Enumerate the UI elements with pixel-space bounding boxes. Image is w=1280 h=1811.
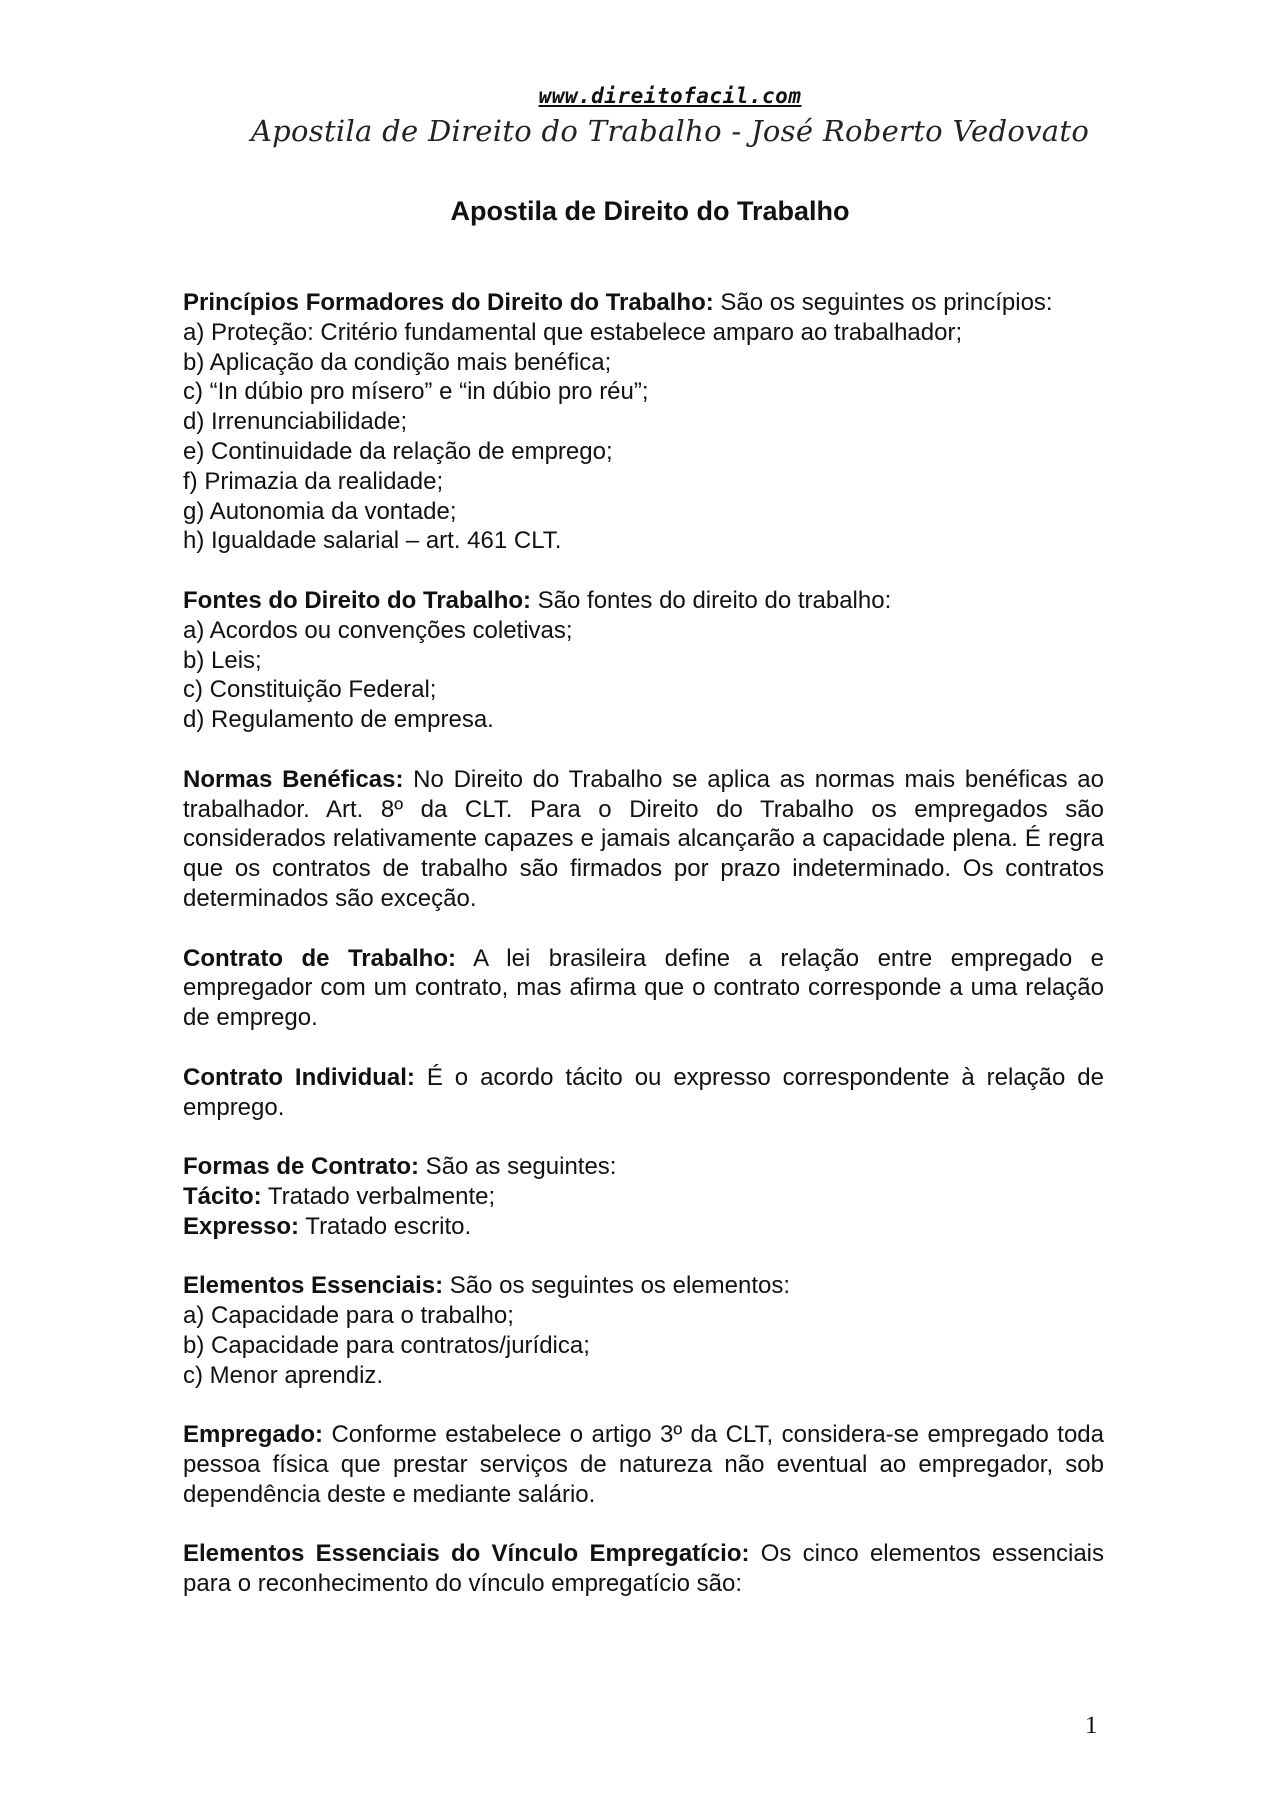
list-item: b) Aplicação da condição mais benéfica; <box>183 348 612 376</box>
list-item: a) Acordos ou convenções coletivas; <box>183 616 573 644</box>
list-item: g) Autonomia da vontade; <box>183 497 457 525</box>
empregado-text: Conforme estabelece o artigo 3º da CLT, considera-se empregado toda pessoa física que prestar serviços de natureza não eventual ao empregador, sob dependência deste e mediante salário. <box>183 1421 1104 1508</box>
elementos-intro-text: São os seguintes os elementos: <box>443 1272 790 1300</box>
section-contrato-individual <box>183 1063 1104 1123</box>
formas-intro <box>183 1152 1104 1182</box>
section-principios <box>183 288 1104 556</box>
formas-tacito <box>183 1182 1104 1212</box>
header-subtitle: Apostila de Direito do Trabalho - José Roberto Vedovato <box>250 114 1090 148</box>
list-item: e) Continuidade da relação de emprego; <box>183 437 613 465</box>
elementos-intro <box>183 1271 1104 1301</box>
contrato-trabalho-heading: Contrato de Trabalho: <box>183 944 456 972</box>
section-contrato-trabalho <box>183 944 1104 1033</box>
page-header <box>0 84 1280 148</box>
empregado-heading: Empregado: <box>183 1421 324 1449</box>
fontes-intro <box>183 586 1104 616</box>
vinculo-heading: Elementos Essenciais do Vínculo Empregatício: <box>183 1540 750 1568</box>
page-number: 1 <box>1085 1712 1098 1739</box>
normas-heading: Normas Benéficas: <box>183 765 404 793</box>
vinculo-text: Os cinco elementos essenciais para o reconhecimento do vínculo empregatício são: <box>183 1540 1104 1598</box>
list-item: d) Regulamento de empresa. <box>183 706 494 734</box>
section-formas <box>183 1152 1104 1241</box>
document-body <box>183 288 1104 1629</box>
section-fontes <box>183 586 1104 735</box>
contrato-individual-text: É o acordo tácito ou expresso correspondente à relação de emprego. <box>183 1063 1104 1121</box>
document-title <box>0 196 1280 227</box>
fontes-intro-text: São fontes do direito do trabalho: <box>531 586 892 614</box>
tacito-text: Tratado verbalmente; <box>261 1182 496 1210</box>
formas-expresso <box>183 1212 1104 1242</box>
list-item: f) Primazia da realidade; <box>183 467 444 495</box>
list-item: a) Capacidade para o trabalho; <box>183 1302 514 1330</box>
list-item: c) Menor aprendiz. <box>183 1361 384 1389</box>
contrato-individual-heading: Contrato Individual: <box>183 1063 415 1091</box>
list-item: c) Constituição Federal; <box>183 676 437 704</box>
section-normas <box>183 765 1104 914</box>
principios-intro <box>183 288 1104 318</box>
list-item: b) Leis; <box>183 646 262 674</box>
site-url: www.direitofacil.com <box>538 84 802 108</box>
list-item: b) Capacidade para contratos/jurídica; <box>183 1331 590 1359</box>
tacito-label: Tácito: <box>183 1182 262 1210</box>
principios-heading: Princípios Formadores do Direito do Trabalho: <box>183 289 714 316</box>
expresso-text: Tratado escrito. <box>299 1212 472 1240</box>
list-item: c) “In dúbio pro mísero” e “in dúbio pro réu”; <box>183 378 649 406</box>
list-item: h) Igualdade salarial – art. 461 CLT. <box>183 527 562 555</box>
list-item: d) Irrenunciabilidade; <box>183 408 408 436</box>
expresso-label: Expresso: <box>183 1212 300 1240</box>
principios-intro-text: São os seguintes os princípios: <box>713 289 1053 316</box>
formas-heading: Formas de Contrato: <box>183 1153 420 1181</box>
document-title-text: Apostila de Direito do Trabalho <box>450 196 850 226</box>
elementos-heading: Elementos Essenciais: <box>183 1272 444 1300</box>
section-empregado <box>183 1420 1104 1509</box>
section-vinculo <box>183 1539 1104 1599</box>
normas-text: No Direito do Trabalho se aplica as normas mais benéficas ao trabalhador. Art. 8º da CLT. Para o Direito do Trabalho os empregados são considerados relativamente capazes e jamais alcançarão a capacidade plena. É regra que os contratos de trabalho são firmados por prazo indeterminado. Os contratos determinados são exceção. <box>183 765 1104 912</box>
section-elementos <box>183 1271 1104 1390</box>
fontes-heading: Fontes do Direito do Trabalho: <box>183 586 531 614</box>
list-item: a) Proteção: Critério fundamental que estabelece amparo ao trabalhador; <box>183 318 963 346</box>
contrato-trabalho-text: A lei brasileira define a relação entre empregado e empregador com um contrato, mas afirma que o contrato corresponde a uma relação de emprego. <box>183 944 1104 1032</box>
formas-intro-text: São as seguintes: <box>419 1153 617 1181</box>
